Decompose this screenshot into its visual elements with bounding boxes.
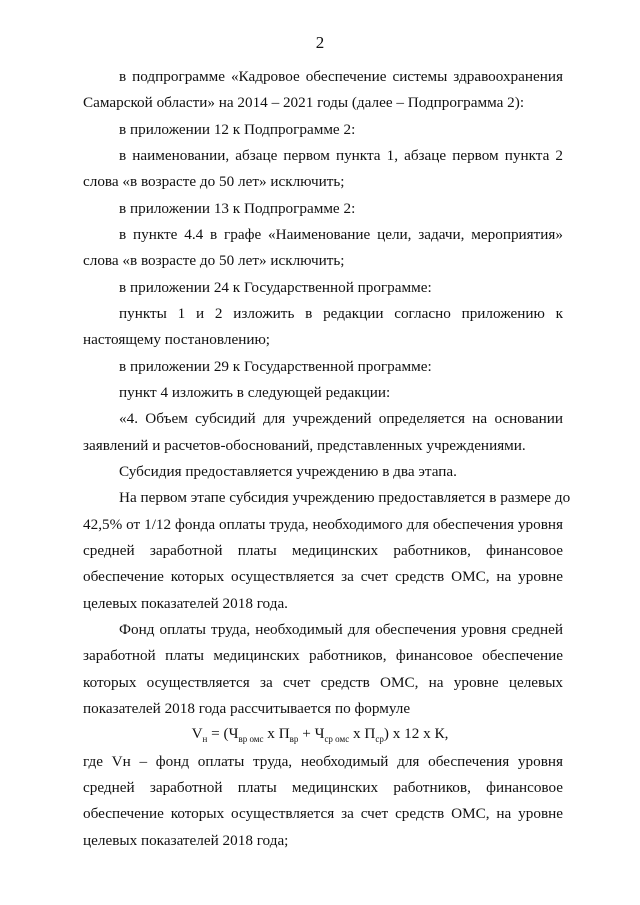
text-line: «4. Объем субсидий для учреждений определяется на основании xyxy=(119,410,563,427)
text-line: в пункте 4.4 в графе «Наименование цели, задачи, мероприятия» xyxy=(119,226,563,243)
text-line: средней заработной платы медицинских работников, финансовое xyxy=(83,542,563,559)
text-line: целевых показателей 2018 года; xyxy=(83,832,289,849)
text-line: показателей 2018 года рассчитывается по формуле xyxy=(83,700,411,717)
text-line: Фонд оплаты труда, необходимый для обеспечения уровня средней xyxy=(119,621,563,638)
text-line: в подпрограмме «Кадровое обеспечение системы здравоохранения xyxy=(119,68,563,85)
text-line: заработной платы медицинских работников, финансовое обеспечение xyxy=(83,647,563,664)
text-line: которых осуществляется за счет средств ОМС, на уровне целевых xyxy=(83,674,563,691)
text-line: пункты 1 и 2 изложить в редакции согласно приложению к xyxy=(119,305,563,322)
text-line: целевых показателей 2018 года. xyxy=(83,595,288,612)
text-line: обеспечение которых осуществляется за счет средств ОМС, на уровне xyxy=(83,568,563,585)
text-line: Субсидия предоставляется учреждению в два этапа. xyxy=(119,463,457,480)
text-line: заявлений и расчетов-обоснований, представленных учреждениями. xyxy=(83,437,526,454)
text-line: слова «в возрасте до 50 лет» исключить; xyxy=(83,173,345,190)
text-line: На первом этапе субсидия учреждению предоставляется в размере до xyxy=(119,489,571,506)
page-number: 2 xyxy=(315,33,325,52)
text-line: в приложении 24 к Государственной программе: xyxy=(119,279,432,296)
text-line: где Vн – фонд оплаты труда, необходимый для обеспечения уровня xyxy=(83,753,563,770)
text-line: настоящему постановлению; xyxy=(83,331,271,348)
text-line: 42,5% от 1/12 фонда оплаты труда, необходимого для обеспечения уровня xyxy=(83,516,563,533)
text-line: в приложении 13 к Подпрограмме 2: xyxy=(119,200,356,217)
text-line: в приложении 12 к Подпрограмме 2: xyxy=(119,121,356,138)
text-line: слова «в возрасте до 50 лет» исключить; xyxy=(83,252,345,269)
text-line: Самарской области» на 2014 – 2021 годы (далее – Подпрограмма 2): xyxy=(83,94,525,111)
text-line: в наименовании, абзаце первом пункта 1, абзаце первом пункта 2 xyxy=(119,147,563,164)
text-line: средней заработной платы медицинских работников, финансовое xyxy=(83,779,563,796)
text-line: в приложении 29 к Государственной программе: xyxy=(119,358,432,375)
text-line: пункт 4 изложить в следующей редакции: xyxy=(119,384,391,401)
text-line: обеспечение которых осуществляется за счет средств ОМС, на уровне xyxy=(83,805,563,822)
formula: $V_н = (Ч_{вр омс}$ x $П_{вр} + Ч_{ср омс}$ x $П_{ср}$) x 12 x К, xyxy=(191,725,449,745)
